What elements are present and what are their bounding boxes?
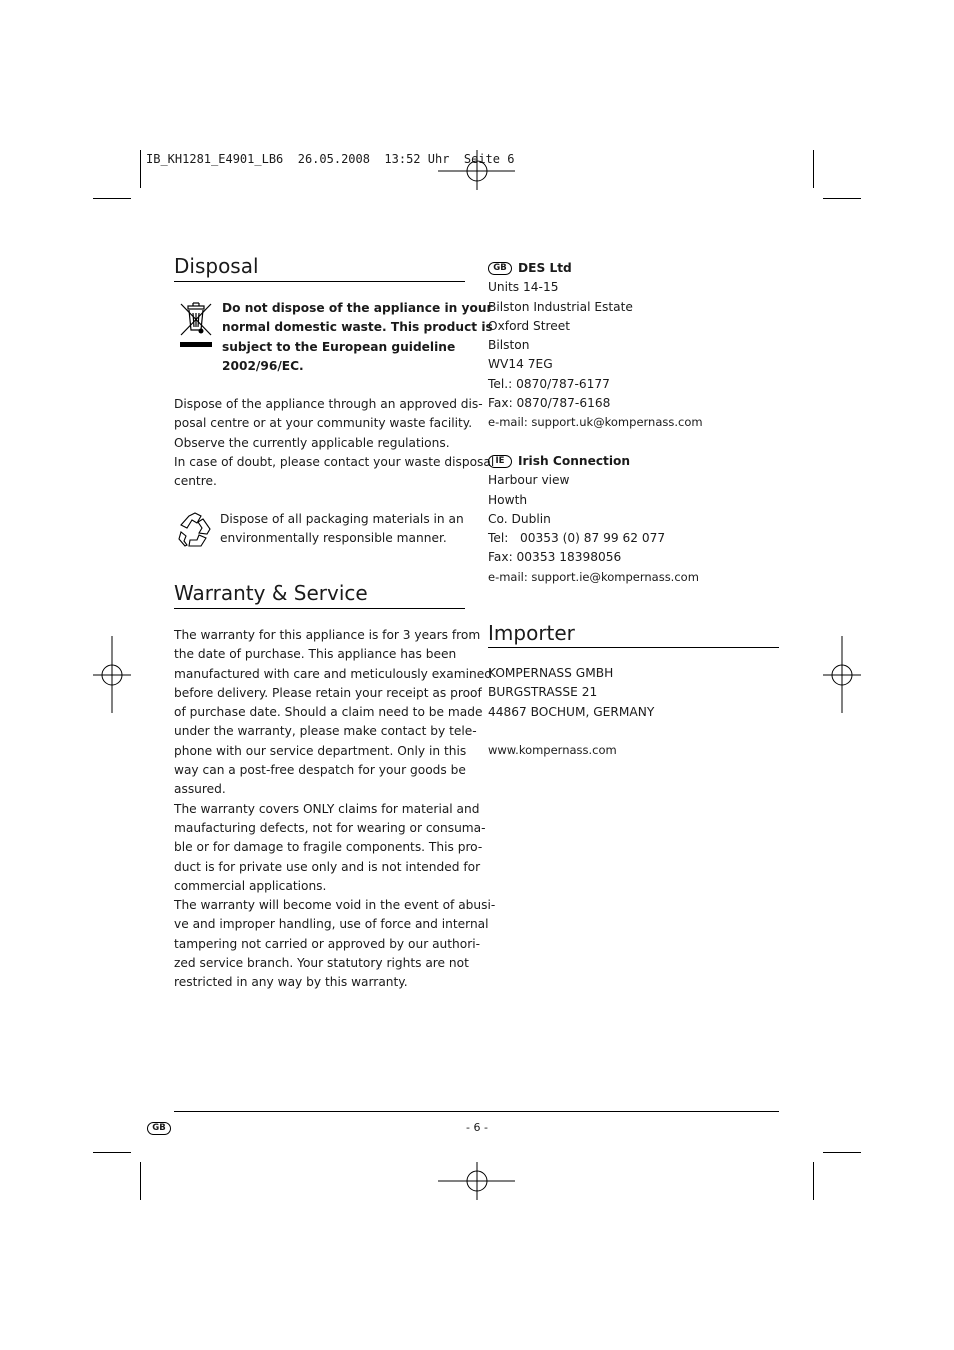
importer-heading: Importer: [488, 621, 575, 645]
disposal-body: Dispose of the appliance through an approved dis- posal centre or at your community waste facility. Observe the currently applicable regulations. In case of doubt, please contact your waste disposal centre.: [174, 397, 495, 489]
service-ie-name: Irish Connection: [518, 454, 631, 468]
service-gb-name: DES Ltd: [518, 261, 572, 275]
ie-badge: IE: [488, 455, 512, 468]
warranty-heading: Warranty & Service: [174, 581, 368, 605]
crossed-out-bin-icon: [178, 300, 214, 350]
importer-heading-rule: [488, 647, 779, 648]
importer-address: KOMPERNASS GMBH BURGSTRASSE 21 44867 BOCHUM, GERMANY: [488, 666, 655, 719]
warranty-heading-rule: [174, 608, 465, 609]
page-number: - 6 -: [466, 1121, 488, 1134]
recycle-icon: [175, 511, 215, 549]
service-gb-block: GB DES Ltd Units 14-15 Bilston Industrial Estate Oxford Street Bilston WV14 7EG Tel.: 0870/787-6177 Fax: 0870/787-6168 e-mail: support.uk@kompernass.com: [488, 259, 788, 433]
service-ie-email: e-mail: support.ie@kompernass.com: [488, 569, 699, 584]
disposal-heading: Disposal: [174, 254, 259, 278]
disposal-heading-rule: [174, 281, 465, 282]
importer-website: www.kompernass.com: [488, 743, 617, 757]
print-slug-line: IB_KH1281_E4901_LB6 26.05.2008 13:52 Uhr Seite 6: [146, 152, 515, 166]
warranty-body: The warranty for this appliance is for 3 years from the date of purchase. This appliance has been manufactured with care and meticulously examined before delivery. Please retain your receipt as proof of purchase date. Should a claim need to be made under the warranty, please make contact by tele- phone with our service department. Only in this way can a post-free despatch for your goods be assured. The warranty covers ONLY claims for material and maufacturing defects, not for wearing or consuma- ble or for damage to fragile components. This pro- duct is for private use only and is not intended for commercial applications. The warranty will become void in the event of abusi- ve and improper handling, use of force and internal tampering not carried or approved by our authori- zed service branch. Your statutory rights are not restricted in any way by this warranty.: [174, 628, 496, 990]
disposal-warning: Do not dispose of the appliance in your normal domestic waste. This product is subject to the European guideline 2002/96/EC.: [222, 301, 493, 373]
service-ie-block: IE Irish Connection Harbour view Howth Co. Dublin Tel: 00353 (0) 87 99 62 077 Fax: 00353 18398056 e-mail: support.ie@kompernass.com: [488, 452, 788, 587]
footer-gb-badge: GB: [147, 1122, 171, 1135]
packaging-note: Dispose of all packaging materials in an environmentally responsible manner.: [220, 512, 464, 546]
gb-badge: GB: [488, 262, 512, 275]
service-gb-email: e-mail: support.uk@kompernass.com: [488, 415, 703, 430]
footer-rule: [174, 1111, 779, 1112]
